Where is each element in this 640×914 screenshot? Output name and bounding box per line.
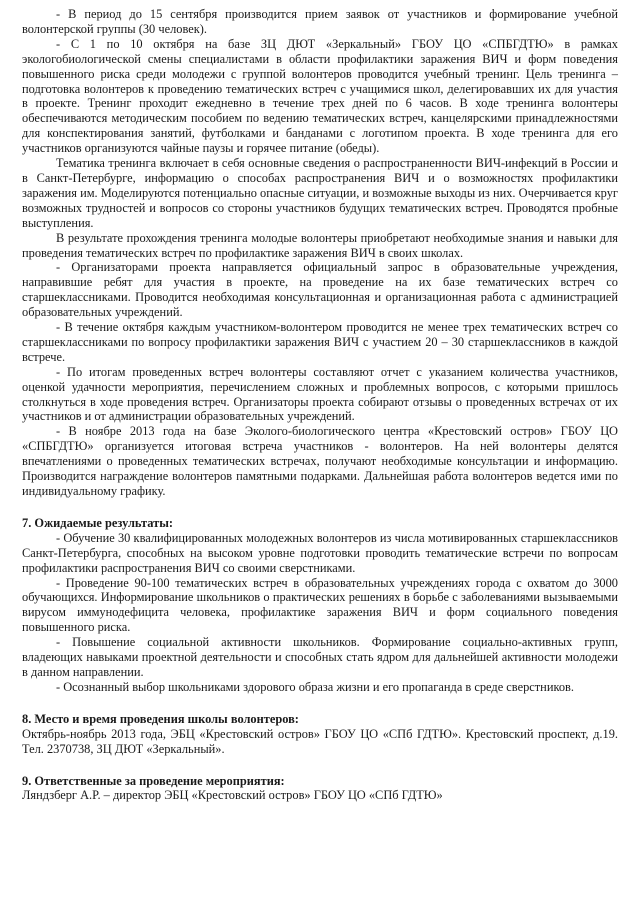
paragraph-applications: - В период до 15 сентября производится прием заявок от участников и формирование учебной волонтерской группы (30 человек). xyxy=(22,7,618,36)
paragraph-official-request: - Организаторами проекта направляется официальный запрос в образовательные учреждения, направившие ребят для участия в проекте, на проведение на их базе тематических встреч со старшеклассниками. Проводится необходимая консультационная и организационная работа с администрацией образовательных учреждений. xyxy=(22,260,618,320)
result-item-training: - Обучение 30 квалифицированных молодежных волонтеров из числа мотивированных старшеклассников Санкт-Петербурга, способных на высоком уровне подготовки проводить тематические встречи по вопросам профилактики распространения ВИЧ со своими сверстниками. xyxy=(22,530,618,575)
spacer xyxy=(22,499,618,516)
paragraph-training: - С 1 по 10 октября на базе ЗЦ ДЮТ «Зеркальный» ГБОУ ЦО «СПБГДТЮ» в рамках экологобиологической смены специалистами в области профилактики заражения ВИЧ и форм поведения повышенного риска среди молодежи с группой волонтеров проводится учебный тренинг. Цель тренинга – подготовка волонтеров к проведению тематических встреч с учащимися школ, делегировавших их для участия в проекте. Тренинг проходит ежедневно в течение трех дней по 6 часов. В ходе тренинга волонтеры обеспечиваются методическим пособием по ведению тематических встреч, канцелярскими принадлежностями для конспектирования занятий, футболками и банданами с логотипом проекта. В ходе тренинга для его участников организуются чайные паузы и горячее питание (обеды). xyxy=(22,36,618,156)
section-8-text: Октябрь-ноябрь 2013 года, ЭБЦ «Крестовский остров» ГБОУ ЦО «СПб ГДТЮ». Крестовский проспект, д.19. Тел. 2370738, ЗЦ ДЮТ «Зеркальный». xyxy=(22,726,618,756)
section-7-heading: 7. Ожидаемые результаты: xyxy=(22,515,174,530)
result-item-meetings: - Проведение 90-100 тематических встреч в образовательных учреждениях города с охватом до 3000 обучающихся. Информирование школьников о практических решениях в борьбе с заболеваниями вызываемыми вирусом иммунодефицита человека, профилактике заражения ВИЧ и форм социального поведения повышенного риска. xyxy=(22,575,618,635)
paragraph-training-result: В результате прохождения тренинга молодые волонтеры приобретают необходимые знания и навыки для проведения тематических встреч по профилактике заражения ВИЧ в своих школах. xyxy=(22,230,618,260)
section-9-text: Ляндзберг А.Р. – директор ЭБЦ «Крестовский остров» ГБОУ ЦО «СПб ГДТЮ» xyxy=(22,788,443,803)
spacer xyxy=(22,695,618,712)
section-7-expected-results xyxy=(22,516,618,695)
result-item-healthy-lifestyle: - Осознанный выбор школьниками здорового образа жизни и его пропаганда в среде сверстников. xyxy=(56,679,574,694)
section-8-place-time xyxy=(22,712,618,757)
result-item-activity: - Повышение социальной активности школьников. Формирование социально-активных групп, владеющих навыками проектной деятельности и способных стать ядром для дальнейшей активности молодежи в данном направлении. xyxy=(22,635,618,679)
section-9-responsible xyxy=(22,774,618,804)
paragraph-final-meeting: - В ноябре 2013 года на базе Эколого-биологического центра «Крестовский остров» ГБОУ ЦО «СПБГДТЮ» организуется итоговая встреча участников - волонтеров. На ней волонтеры делятся впечатлениями о проведенных тематических встречах, получают необходимые консультации и информацию. Производится награждение волонтеров памятными подарками. Дальнейшая работа волонтеров ведется ими по индивидуальному графику. xyxy=(22,424,618,498)
paragraph-reports: - По итогам проведенных встреч волонтеры составляют отчет с указанием количества участников, оценкой удачности мероприятия, перечислением сложных и проблемных вопросов, с которыми пришлось столкнуться в ходе проведения встреч. Организаторы проекта собирают отзывы о проведенных встречах от их участников и от администрации образовательных учреждений. xyxy=(22,364,618,424)
spacer xyxy=(22,757,618,774)
section-6-activities xyxy=(22,7,618,499)
section-9-heading: 9. Ответственные за проведение мероприятия: xyxy=(22,773,285,788)
section-8-heading: 8. Место и время проведения школы волонтеров: xyxy=(22,711,299,726)
paragraph-thematic-meetings: - В течение октября каждым участником-волонтером проводится не менее трех тематических встреч со старшеклассниками по вопросу профилактики заражения ВИЧ с участием 20 – 30 старшеклассников в каждой встрече. xyxy=(22,320,618,364)
paragraph-training-topics: Тематика тренинга включает в себя основные сведения о распространенности ВИЧ-инфекций в России и в Санкт-Петербурге, информацию о способах распространения ВИЧ и о возможностях профилактики заражения им. Моделируются потенциально опасные ситуации, и возможные выходы из них. Очерчивается круг возможных трудностей и вопросов со стороны участников будущих тематических встреч. Проводятся пробные выступления. xyxy=(22,156,618,230)
